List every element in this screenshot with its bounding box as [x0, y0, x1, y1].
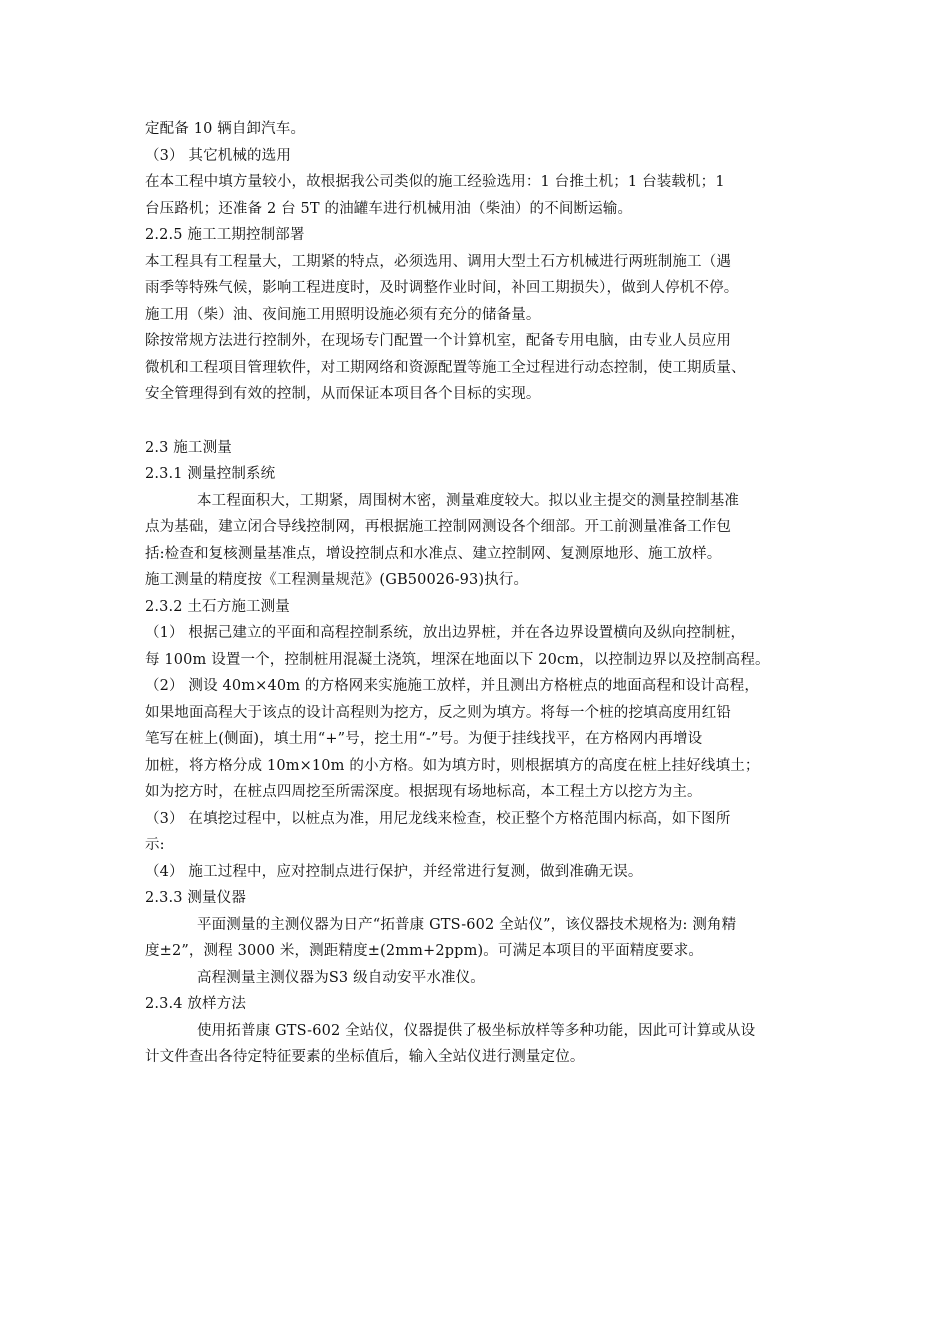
text-line: 计文件查出各待定特征要素的坐标值后，输入全站仪进行测量定位。: [145, 1049, 585, 1065]
text-line: （3） 在填挖过程中，以桩点为准，用尼龙线来检查，校正整个方格范围内标高，如下图所: [145, 810, 731, 827]
text-line: 每 100m 设置一个，控制桩用混凝土浇筑，埋深在地面以下 20cm，以控制边界以及控制高程。: [145, 651, 770, 668]
text-line: 本工程面积大，工期紧，周围树木密，测量难度较大。拟以业主提交的测量控制基准: [197, 492, 740, 509]
section-heading: 2.3.2 土石方施工测量: [145, 598, 290, 615]
text-line: 施工用（柴）油、夜间施工用照明设施必须有充分的储备量。: [145, 306, 541, 323]
text-line: 本工程具有工程量大，工期紧的特点，必须选用、调用大型土石方机械进行两班制施工（遇: [145, 253, 731, 270]
text-line: （4） 施工过程中，应对控制点进行保护，并经常进行复测，做到准确无误。: [145, 863, 643, 880]
text-line: 度±2”，测程 3000 米，测距精度±(2mm+2ppm)。可满足本项目的平面精度要求。: [145, 943, 704, 959]
text-line: （1） 根据己建立的平面和高程控制系统，放出边界桩，并在各边界设置横向及纵向控制桩，: [145, 625, 746, 641]
section-heading: 2.2.5 施工工期控制部署: [145, 227, 305, 243]
text-line: （2） 测设 40m×40m 的方格网来实施施工放样，并且测出方格桩点的地面高程和设计高程，: [145, 678, 759, 694]
section-heading: 2.3.3 测量仪器: [145, 890, 247, 906]
section-heading: 2.3 施工测量: [145, 439, 232, 456]
text-line: 如为挖方时，在桩点四周挖至所需深度。根据现有场地标高，本工程土方以挖方为主。: [145, 784, 702, 800]
text-line: 施工测量的精度按《工程测量规范》(GB50026-93)执行。: [145, 572, 529, 588]
text-line: 微机和工程项目管理软件，对工期网络和资源配置等施工全过程进行动态控制，使工期质量、: [145, 359, 746, 376]
text-line: 点为基础，建立闭合导线控制网，再根据施工控制网测设各个细部。开工前测量准备工作包: [145, 519, 731, 535]
text-line: 安全管理得到有效的控制，从而保证本项目各个目标的实现。: [145, 386, 541, 402]
text-line: 示:: [145, 837, 165, 853]
text-line: 台压路机；还准备 2 台 5T 的油罐车进行机械用油（柴油）的不间断运输。: [145, 200, 633, 217]
section-heading: 2.3.4 放样方法: [145, 996, 247, 1012]
text-line: 加桩，将方格分成 10m×10m 的小方格。如为填方时，则根据填方的高度在桩上挂好线填土；: [145, 757, 760, 774]
document-page: [145, 116, 810, 1071]
text-line: 除按常规方法进行控制外，在现场专门配置一个计算机室，配备专用电脑，由专业人员应用: [145, 333, 731, 349]
text-line: 使用拓普康 GTS-602 全站仪，仪器提供了极坐标放样等多种功能，因此可计算或从设: [197, 1022, 756, 1039]
text-line: 高程测量主测仪器为S3 级自动安平水准仪。: [197, 969, 485, 986]
text-line: 如果地面高程大于该点的设计高程则为挖方，反之则为填方。将每一个桩的挖填高度用红铅: [145, 704, 731, 721]
paragraph-gap: [145, 408, 810, 435]
text-line: 平面测量的主测仪器为日产“拓普康 GTS-602 全站仪”，该仪器技术规格为: 测角精: [197, 916, 737, 933]
section-heading: 2.3.1 测量控制系统: [145, 466, 276, 482]
text-line: 笔写在桩上(侧面)，填土用“+”号，挖土用“-”号。为便于挂线找平，在方格网内再增设: [145, 731, 703, 747]
text-line: 括:检查和复核测量基准点，增设控制点和水准点、建立控制网、复测原地形、施工放样。: [145, 545, 722, 562]
text-line: 雨季等特殊气候，影响工程进度时，及时调整作业时间，补回工期损失），做到人停机不停。: [145, 280, 739, 296]
text-line: 在本工程中填方量较小，故根据我公司类似的施工经验选用：1 台推土机；1 台装载机；1: [145, 174, 725, 190]
text-line: （3） 其它机械的选用: [145, 147, 291, 164]
text-line: 定配备 10 辆自卸汽车。: [145, 121, 306, 137]
